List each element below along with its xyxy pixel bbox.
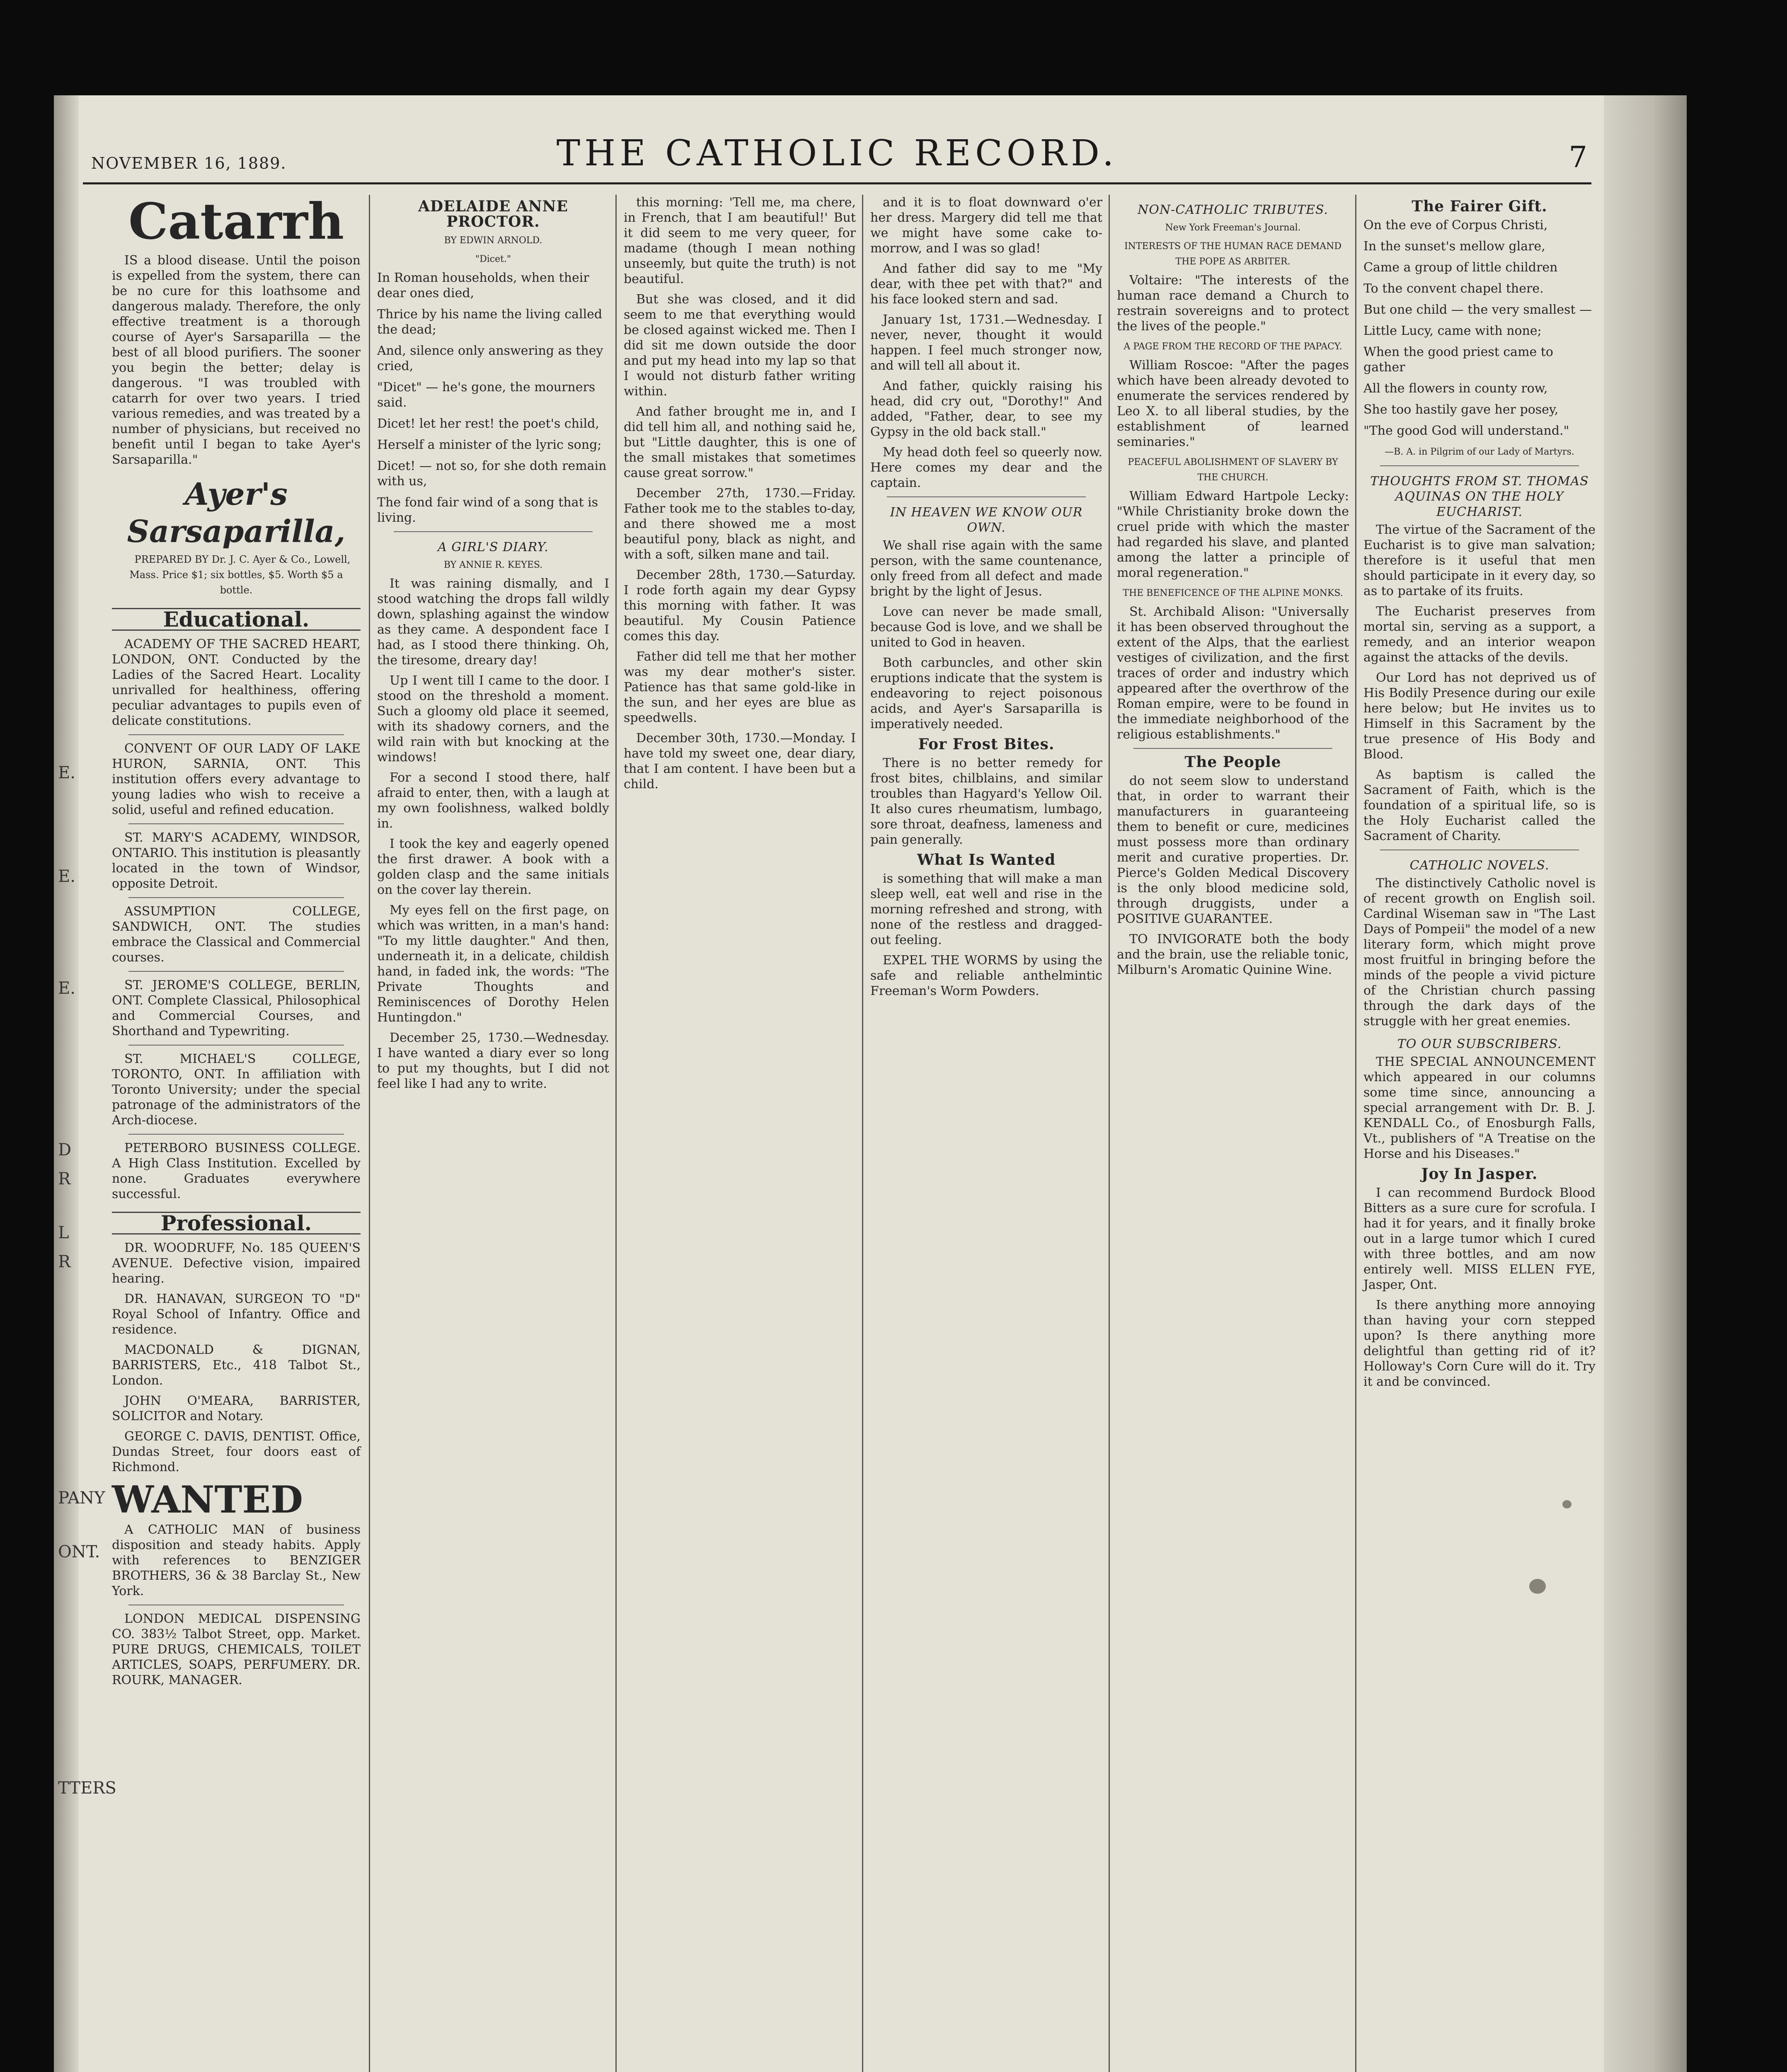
- story-paragraph: It was raining dismally, and I stood watching the drops fall wildly down, splashing against the window as they came. A despondent face I had, as I stood there thinking. Oh, the tiresome, dreary day!: [377, 576, 609, 668]
- story-title: A GIRL'S DIARY.: [438, 540, 549, 554]
- prof-item: DR. WOODRUFF, No. 185 QUEEN'S AVENUE. Defective vision, impaired hearing.: [112, 1241, 361, 1286]
- edu-item: CONVENT OF OUR LADY OF LAKE HURON, SARNIA, ONT. This institution offers every advantage to young ladies who wish to receive a solid, useful and refined education.: [112, 741, 361, 817]
- article-paragraph: The Eucharist preserves from mortal sin, serving as a support, a remedy, and an interior weapon against the attacks of the devils.: [1363, 604, 1596, 665]
- poem-line: Little Lucy, came with none;: [1363, 324, 1542, 338]
- edge-fragment: TTERS: [58, 1779, 116, 1798]
- story-paragraph: and it is to float downward o'er her dress. Margery did tell me that we might have some cake to-morrow, and I was so glad!: [870, 195, 1102, 256]
- article-title: NON-CATHOLIC TRIBUTES.: [1138, 203, 1328, 217]
- column-rule: [862, 195, 863, 2072]
- article-paragraph: St. Archibald Alison: "Universally it has been observed throughout the extent of the Alps, that the earliest vestiges of civilization, and the first traces of order and industry which appeared after the overthrow of the Roman empire, were to be found in the immediate neighborhood of the religious establishments.": [1117, 605, 1349, 742]
- left-edge-fragments: [58, 220, 116, 2072]
- poem-credit: —B. A. in Pilgrim of our Lady of Martyrs.: [1385, 447, 1574, 457]
- article-paragraph: We shall rise again with the same person, with the same countenance, only freed from all defect and made bright by the light of Jesus.: [870, 538, 1102, 599]
- ad-title: Catarrh: [128, 192, 344, 251]
- poem-title: The Fairer Gift.: [1412, 198, 1547, 215]
- column-3: [624, 195, 856, 2072]
- ad-body: Is there anything more annoying than having your corn stepped upon? Is there anything more delightful than getting rid of it? Holloway's Corn Cure will do it. Try it and be convinced.: [1363, 1298, 1596, 1389]
- poem-line: Came a group of little children: [1363, 260, 1558, 275]
- story-paragraph: And father did say to me "My dear, with thee pet with that?" and his face looked stern and sad.: [870, 261, 1102, 307]
- edge-fragment: ONT.: [58, 1542, 100, 1561]
- story-paragraph: December 27th, 1730.—Friday. Father took me to the stables to-day, and there showed me a most beautiful pony, black as night, and with a soft, silken mane and tail.: [624, 486, 856, 562]
- poem-line: When the good priest came to gather: [1363, 345, 1553, 375]
- column-rule: [369, 195, 370, 2072]
- poem-line: "The good God will understand.": [1363, 424, 1569, 438]
- article-title: IN HEAVEN WE KNOW OUR OWN.: [890, 505, 1083, 535]
- poem-line: In Roman households, when their dear ones died,: [377, 271, 589, 300]
- edge-fragment: PANY: [58, 1489, 105, 1508]
- edu-item: PETERBORO BUSINESS COLLEGE. A High Class Institution. Excelled by none. Graduates everywhere successful.: [112, 1141, 361, 1201]
- divider: [128, 1134, 344, 1135]
- prof-item: JOHN O'MEARA, BARRISTER, SOLICITOR and Notary.: [112, 1394, 361, 1423]
- ad-body: do not seem slow to understand that, in order to warrant their manufacturers in guaranteeing them to benefit or cure, medicines must possess more than ordinary merit and curative properties. Dr. Pierce's Golden Medical Discovery is the only blood medicine sold, through druggists, under a POSITIVE GUARANTEE.: [1117, 774, 1349, 926]
- edge-fragment: D: [58, 1140, 72, 1159]
- binding-gutter: [1604, 95, 1687, 2072]
- ad-heading: For Frost Bites.: [918, 736, 1055, 753]
- story-paragraph: But she was closed, and it did seem to me that everything would be closed against wicked me. Then I did sit me down outside the door and put my head into my lap so that I would not disturb father writing within.: [624, 292, 856, 399]
- article-subheading: INTERESTS OF THE HUMAN RACE DEMAND THE POPE AS ARBITER.: [1124, 241, 1342, 267]
- poem-author: BY EDWIN ARNOLD.: [444, 235, 542, 246]
- poem-line: To the convent chapel there.: [1363, 281, 1544, 296]
- poem-line: Thrice by his name the living called the dead;: [377, 307, 603, 337]
- edge-fragment: E.: [58, 867, 75, 886]
- story-paragraph: December 30th, 1730.—Monday. I have told my sweet one, dear diary, that I am content. I have been but a child.: [624, 731, 856, 792]
- poem-line: In the sunset's mellow glare,: [1363, 239, 1545, 254]
- article-subheading: PEACEFUL ABOLISHMENT OF SLAVERY BY THE CHURCH.: [1128, 457, 1338, 483]
- column-2: [377, 195, 609, 2072]
- poem-line: All the flowers in county row,: [1363, 381, 1548, 396]
- article-subheading: A PAGE FROM THE RECORD OF THE PAPACY.: [1124, 341, 1342, 352]
- section-professional: Professional.: [112, 1212, 361, 1234]
- poem-line: The fond fair wind of a song that is living.: [377, 495, 598, 525]
- poem-line: But one child — the very smallest —: [1363, 303, 1592, 317]
- edge-fragment: L: [58, 1223, 69, 1242]
- poem-title: ADELAIDE ANNE PROCTOR.: [418, 198, 569, 230]
- edu-item: ST. JEROME'S COLLEGE, BERLIN, ONT. Complete Classical, Philosophical and Commercial Courses, and Shorthand and Typewriting.: [112, 978, 361, 1038]
- wanted-heading: WANTED: [112, 1478, 303, 1522]
- ad-heading: What Is Wanted: [917, 851, 1056, 869]
- article-paragraph: THE SPECIAL ANNOUNCEMENT which appeared in our columns some time since, announcing a special arrangement with Dr. B. J. KENDALL Co., of Enosburgh Falls, Vt., publishers of "A Treatise on the Horse and his Diseases.": [1363, 1055, 1596, 1161]
- poem-line: Dicet! — not so, for she doth remain with us,: [377, 459, 607, 489]
- edge-fragment: R: [58, 1252, 71, 1271]
- story-paragraph: And father brought me in, and I did tell him all, and nothing said he, but "Little daughter, this is one of the small mistakes that sometimes cause great sorrow.": [624, 404, 856, 480]
- divider: [128, 897, 344, 898]
- article-title: TO OUR SUBSCRIBERS.: [1397, 1037, 1562, 1051]
- dispensing-ad: LONDON MEDICAL DISPENSING CO. 383½ Talbot Street, opp. Market. PURE DRUGS, CHEMICALS, TOILET ARTICLES, SOAPS, PERFUMERY. DR. ROURK, MANAGER.: [112, 1612, 361, 1687]
- poem-line: And, silence only answering as they cried,: [377, 344, 603, 373]
- column-1: [112, 192, 361, 2072]
- divider: [128, 734, 344, 735]
- poem-line: Herself a minister of the lyric song;: [377, 438, 602, 452]
- article-subheading: THE BENEFICENCE OF THE ALPINE MONKS.: [1123, 588, 1343, 598]
- column-rule: [1355, 195, 1356, 2072]
- ad-brand: Ayer's Sarsaparilla,: [127, 477, 346, 549]
- ad-body: TO INVIGORATE both the body and the brain, use the reliable tonic, Milburn's Aromatic Quinine Wine.: [1117, 932, 1349, 977]
- article-paragraph: William Edward Hartpole Lecky: "While Christianity broke down the cruel pride with which the master had regarded his slave, and planted among the latter a principle of moral regeneration.": [1117, 489, 1349, 580]
- article-paragraph: The distinctively Catholic novel is of recent growth on English soil. Cardinal Wiseman saw in "The Last Days of Pompeii" the model of a new literary form, which might prove most fruitful in bringing before the minds of the people a vivid picture of the Christian church passing through the dark days of the struggle with her great enemies.: [1363, 876, 1596, 1029]
- story-paragraph: Father did tell me that her mother was my dear mother's sister. Patience has that same gold-like in the sun, and her eyes are blue as speedwells.: [624, 649, 856, 725]
- ad-body: EXPEL THE WORMS by using the safe and reliable anthelmintic Freeman's Worm Powders.: [870, 953, 1102, 998]
- edu-item: ST. MARY'S ACADEMY, WINDSOR, ONTARIO. This institution is pleasantly located in the town of Windsor, opposite Detroit.: [112, 830, 361, 891]
- divider: [1380, 465, 1579, 466]
- masthead: THE CATHOLIC RECORD.: [556, 133, 1118, 174]
- column-4: [870, 195, 1102, 2072]
- story-paragraph: I took the key and eagerly opened the first drawer. A book with a golden clasp and the same initials on the cover lay therein.: [377, 837, 609, 897]
- ink-spot: [1529, 1579, 1546, 1594]
- ad-body: IS a blood disease. Until the poison is expelled from the system, there can be no cure for this loathsome and dangerous malady. Therefore, the only effective treatment is a thorough course of Ayer's Sarsaparilla — the best of all blood purifiers. The sooner you begin the better; delay is dangerous. "I was troubled with catarrh for over two years. I tried various remedies, and was treated by a number of physicians, but received no benefit until I began to take Ayer's Sarsaparilla.": [112, 253, 361, 467]
- edge-fragment: R: [58, 1169, 71, 1188]
- article-paragraph: Love can never be made small, because God is love, and we shall be united to God in heaven.: [870, 605, 1102, 650]
- divider: [1133, 748, 1332, 749]
- ad-body: I can recommend Burdock Blood Bitters as a sure cure for scrofula. I had it for years, and it finally broke out in a large tumor which I cured with three bottles, and am now entirely well. MISS ELLEN FYE, Jasper, Ont.: [1363, 1186, 1596, 1292]
- poem-line: Dicet! let her rest! the poet's child,: [377, 416, 599, 431]
- divider: [128, 971, 344, 972]
- article-paragraph: Our Lord has not deprived us of His Bodily Presence during our exile here below; but He invites us to Himself in this Sacrament by the true presence of His Body and Blood.: [1363, 670, 1596, 762]
- ad-body: There is no better remedy for frost bites, chilblains, and similar troubles than Hagyard's Yellow Oil. It also cures rheumatism, lumbago, sore throat, deafness, lameness and pain generally.: [870, 756, 1102, 847]
- column-rule: [1109, 195, 1110, 2072]
- column-6: [1363, 195, 1596, 2072]
- article-paragraph: The virtue of the Sacrament of the Eucharist is to give man salvation; therefore is it useful that men should participate in it every day, so as to partake of its fruits.: [1363, 523, 1596, 598]
- issue-date: NOVEMBER 16, 1889.: [91, 154, 287, 172]
- prof-item: MACDONALD & DIGNAN, BARRISTERS, Etc., 418 Talbot St., London.: [112, 1343, 361, 1388]
- ad-prepared: PREPARED BY Dr. J. C. Ayer & Co., Lowell, Mass. Price $1; six bottles, $5. Worth $5 a bottle.: [129, 554, 351, 596]
- story-paragraph: this morning: 'Tell me, ma chere, in French, that I am beautiful!' But it did seem to me very queer, for madame (though I mean nothing unseemly, but quite the truth) is not beautiful.: [624, 195, 856, 286]
- story-paragraph: My head doth feel so queerly now. Here comes my dear and the captain.: [870, 445, 1102, 490]
- article-title: CATHOLIC NOVELS.: [1409, 858, 1550, 873]
- wanted-body: A CATHOLIC MAN of business disposition and steady habits. Apply with references to BENZIGER BROTHERS, 36 & 38 Barclay St., New York.: [112, 1523, 361, 1598]
- edge-fragment: E.: [58, 763, 75, 782]
- prof-item: DR. HANAVAN, SURGEON TO "D" Royal School of Infantry. Office and residence.: [112, 1292, 361, 1337]
- column-rule: [615, 195, 617, 2072]
- newspaper-page: [54, 95, 1687, 2072]
- edu-item: ACADEMY OF THE SACRED HEART, LONDON, ONT. Conducted by the Ladies of the Sacred Heart. Locality unrivalled for healthiness, offering peculiar advantages to pupils even of delicate constitutions.: [112, 637, 361, 728]
- poem-line: "Dicet" — he's gone, the mourners said.: [377, 380, 596, 410]
- article-paragraph: William Roscoe: "After the pages which have been already devoted to enumerate the services rendered by Leo X. to all liberal studies, by the establishment of learned seminaries.": [1117, 358, 1349, 449]
- poem-line: She too hastily gave her posey,: [1363, 402, 1559, 417]
- page-header: [83, 120, 1591, 184]
- poem-line: On the eve of Corpus Christi,: [1363, 218, 1548, 232]
- edu-item: ST. MICHAEL'S COLLEGE, TORONTO, ONT. In affiliation with Toronto University; under the special patronage of the administrators of the Arch-diocese.: [112, 1052, 361, 1128]
- column-5: [1117, 195, 1349, 2072]
- prof-item: GEORGE C. DAVIS, DENTIST. Office, Dundas Street, four doors east of Richmond.: [112, 1429, 361, 1474]
- article-source: New York Freeman's Journal.: [1165, 223, 1301, 233]
- ad-heading: Joy In Jasper.: [1421, 1165, 1538, 1183]
- story-paragraph: January 1st, 1731.—Wednesday. I never, never, thought it would happen. I feel much stronger now, and will tell all about it.: [870, 312, 1102, 373]
- article-paragraph: As baptism is called the Sacrament of Faith, which is the foundation of a spiritual life, so is the Holy Eucharist called the Sacrament of Charity.: [1363, 767, 1596, 843]
- story-paragraph: For a second I stood there, half afraid to enter, then, with a laugh at my own foolishness, walked boldly in.: [377, 770, 609, 831]
- divider: [128, 823, 344, 824]
- section-educational: Educational.: [112, 608, 361, 631]
- ink-spot: [1562, 1500, 1571, 1508]
- edu-item: ASSUMPTION COLLEGE, SANDWICH, ONT. The studies embrace the Classical and Commercial courses.: [112, 904, 361, 965]
- divider: [128, 1045, 344, 1046]
- story-paragraph: Up I went till I came to the door. I stood on the threshold a moment. Such a gloomy old place it seemed, with its shadowy corners, and the wild rain with but knocking at the windows!: [377, 673, 609, 765]
- story-paragraph: And father, quickly raising his head, did cry out, "Dorothy!" And added, "Father, dear, to see my Gypsy in the old back stall.": [870, 379, 1102, 439]
- ad-body: is something that will make a man sleep well, eat well and rise in the morning refreshed and strong, with none of the restless and dragged-out feeling.: [870, 871, 1102, 947]
- article-paragraph: Voltaire: "The interests of the human race demand a Church to restrain sovereigns and to protect the lives of the people.": [1117, 273, 1349, 334]
- story-paragraph: December 28th, 1730.—Saturday. I rode forth again my dear Gypsy this morning with father. It was beautiful. My Cousin Patience comes this day.: [624, 568, 856, 644]
- article-paragraph: Both carbuncles, and other skin eruptions indicate that the system is endeavoring to reject poisonous acids, and Ayer's Sarsaparilla is imperatively needed.: [870, 656, 1102, 731]
- story-paragraph: December 25, 1730.—Wednesday. I have wanted a diary ever so long to put my thoughts, but I did not feel like I had any to write.: [377, 1031, 609, 1091]
- article-title: THOUGHTS FROM ST. THOMAS AQUINAS ON THE HOLY EUCHARIST.: [1370, 474, 1589, 519]
- page-number: 7: [1569, 140, 1587, 174]
- edge-fragment: E.: [58, 979, 75, 998]
- story-paragraph: My eyes fell on the first page, on which was written, in a man's hand: "To my little daughter." And then, underneath it, in a delicate, childish hand, in faded ink, the words: "The Private Thoughts and Reminiscences of Dorothy Helen Huntingdon.": [377, 903, 609, 1025]
- ad-heading: The People: [1184, 753, 1281, 771]
- story-author: BY ANNIE R. KEYES.: [443, 560, 543, 570]
- divider: [394, 531, 593, 532]
- divider: [887, 496, 1086, 497]
- poem-subtitle: "Dicet.": [475, 254, 511, 264]
